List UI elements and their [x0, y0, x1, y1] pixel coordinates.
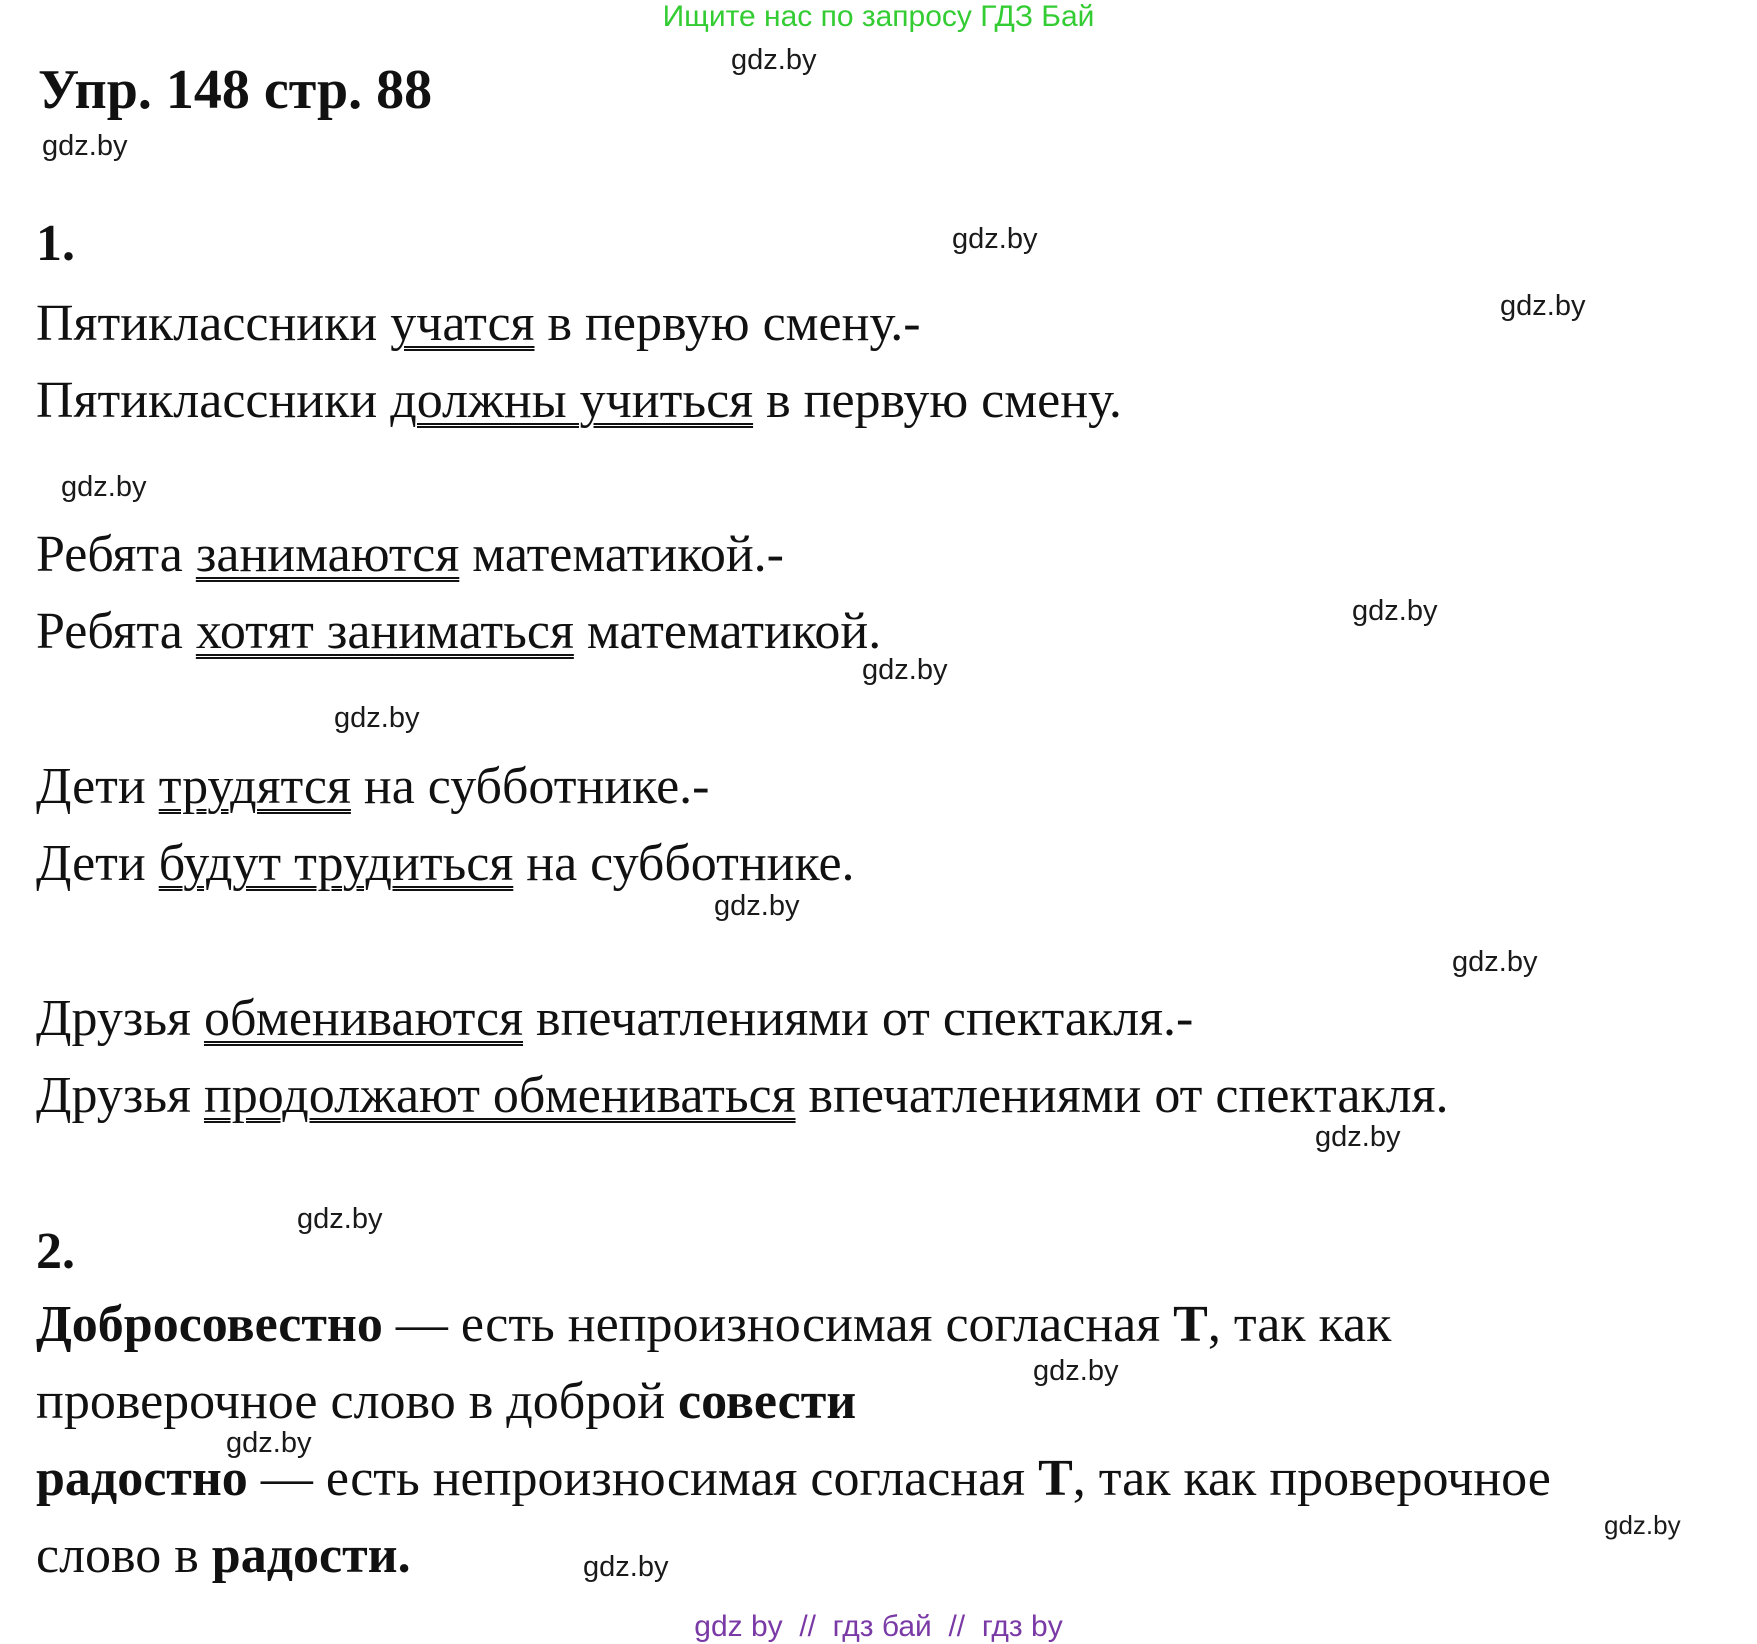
predicate: продолжают обмениваться	[203, 1067, 796, 1124]
subject: Ребята	[36, 526, 196, 583]
subject: Дети	[36, 835, 159, 892]
explanation-1-line-1	[36, 1296, 1392, 1353]
predicate: учатся	[390, 295, 535, 352]
text: проверочное слово в доброй	[36, 1373, 679, 1430]
bottom-banner: gdz by // гдз бай // гдз by	[694, 1610, 1063, 1643]
watermark: gdz.by	[1500, 290, 1586, 322]
bold-word: Добросовестно	[36, 1296, 383, 1353]
subject: Ребята	[36, 603, 196, 660]
sentence-rest: математикой.	[573, 603, 882, 660]
subject: Пятиклассники	[36, 372, 391, 429]
section-2-number: 2.	[36, 1223, 75, 1280]
sentence-rest: в первую смену.-	[534, 295, 921, 352]
sentence-3a	[36, 758, 710, 815]
sentence-rest: впечатлениями от спектакля.	[795, 1067, 1449, 1124]
bold-letter: Т	[1173, 1296, 1208, 1353]
subject: Пятиклассники	[36, 295, 391, 352]
predicate: будут трудиться	[158, 835, 514, 892]
bold-word: радости.	[211, 1527, 411, 1584]
watermark: gdz.by	[952, 223, 1038, 255]
watermark: gdz.by	[334, 702, 420, 734]
bold-letter: Т	[1038, 1450, 1073, 1507]
subject: Друзья	[36, 990, 204, 1047]
subject: Друзья	[36, 1067, 204, 1124]
watermark: gdz.by	[61, 471, 147, 503]
subject: Дети	[36, 758, 159, 815]
sentence-4b	[36, 1067, 1449, 1124]
sentence-1b	[36, 372, 1122, 429]
watermark: gdz.by	[862, 654, 948, 686]
section-1-number: 1.	[36, 215, 75, 272]
explanation-2-line-1	[36, 1450, 1551, 1507]
watermark: gdz.by	[1315, 1121, 1401, 1153]
watermark: gdz.by	[226, 1427, 312, 1459]
top-banner: Ищите нас по запросу ГДЗ Бай	[662, 0, 1095, 33]
watermark: gdz.by	[297, 1203, 383, 1235]
text: , так как проверочное	[1072, 1450, 1551, 1507]
sentence-1a	[36, 295, 921, 352]
watermark: gdz.by	[583, 1551, 669, 1583]
text: слово в	[36, 1527, 212, 1584]
sentence-2b	[36, 603, 882, 660]
page-title: Упр. 148 стр. 88	[38, 59, 433, 121]
explanation-2-line-2	[36, 1527, 411, 1584]
bold-word: радостно	[36, 1450, 248, 1507]
explanation-1-line-2	[36, 1373, 857, 1430]
predicate: должны учиться	[390, 372, 754, 429]
sentence-rest: на субботнике.-	[350, 758, 710, 815]
predicate: обмениваются	[203, 990, 524, 1047]
predicate: занимаются	[195, 526, 460, 583]
sentence-2a	[36, 526, 784, 583]
sentence-rest: математикой.-	[459, 526, 784, 583]
watermark: gdz.by	[714, 890, 800, 922]
sentence-rest: на субботнике.	[513, 835, 855, 892]
watermark: gdz.by	[731, 44, 817, 76]
watermark: gdz.by	[42, 130, 128, 162]
predicate: хотят заниматься	[195, 603, 574, 660]
sentence-rest: в первую смену.	[753, 372, 1122, 429]
bold-word: совести	[678, 1373, 857, 1430]
text: — есть непроизносимая согласная	[382, 1296, 1174, 1353]
sentence-4a	[36, 990, 1194, 1047]
watermark: gdz.by	[1604, 1510, 1681, 1540]
text: — есть непроизносимая согласная	[247, 1450, 1039, 1507]
watermark: gdz.by	[1033, 1355, 1119, 1387]
text: , так как	[1207, 1296, 1392, 1353]
watermark: gdz.by	[1352, 595, 1438, 627]
predicate: трудятся	[158, 758, 351, 815]
sentence-rest: впечатлениями от спектакля.-	[523, 990, 1194, 1047]
watermark: gdz.by	[1452, 946, 1538, 978]
sentence-3b	[36, 835, 855, 892]
